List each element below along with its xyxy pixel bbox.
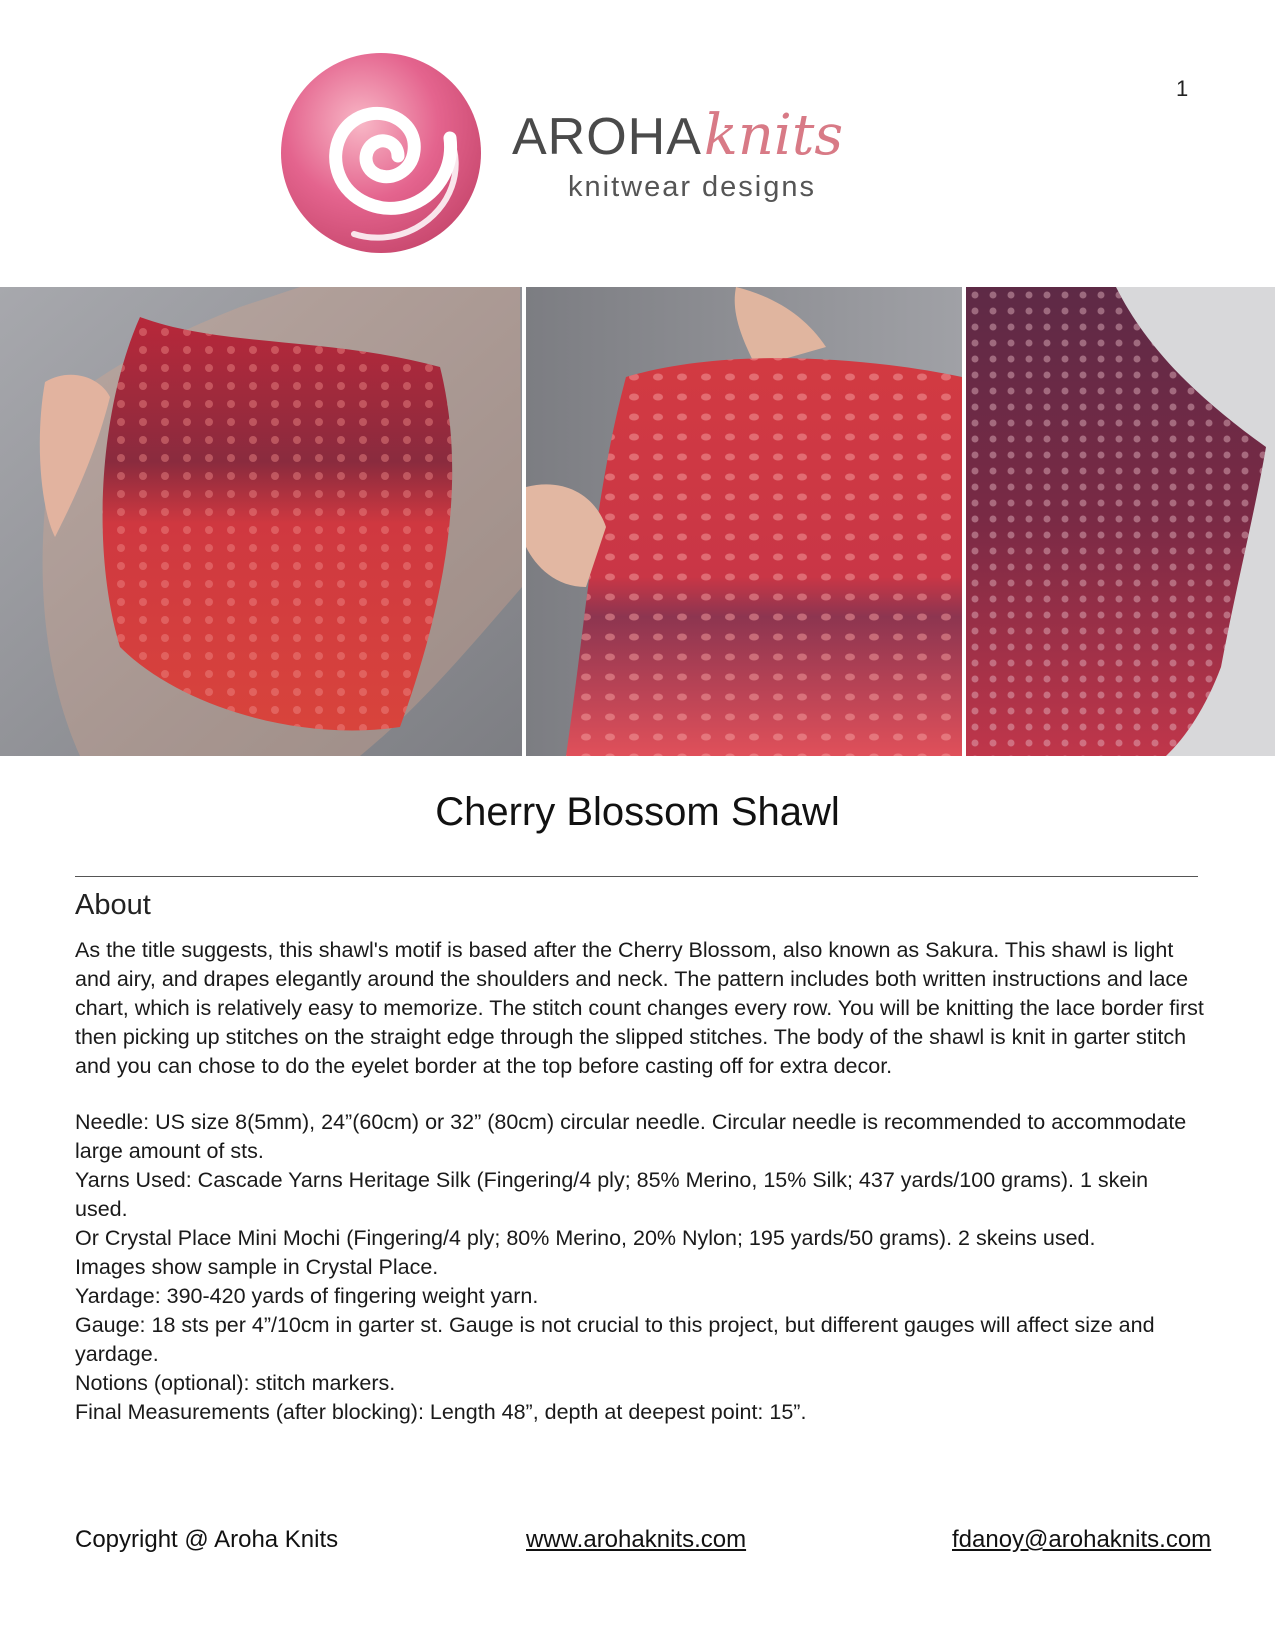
detail-notions: Notions (optional): stitch markers. [75,1371,396,1395]
swirl-logo-icon [276,48,486,258]
detail-gauge: Gauge: 18 sts per 4”/10cm in garter st. Gauge is not crucial to this project, but different gauges will affect size and yardage. [75,1313,1155,1366]
shawl-photo-back [0,287,522,756]
detail-yarn-alternative: Or Crystal Place Mini Mochi (Fingering/4 ply; 80% Merino, 20% Nylon; 195 yards/50 grams). 2 skeins used. [75,1226,1096,1250]
detail-sample-note: Images show sample in Crystal Place. [75,1255,439,1279]
shawl-photo-side [966,287,1275,756]
shawl-photo-icon [0,287,522,756]
footer-website-link[interactable]: www.arohaknits.com [526,1526,747,1553]
brand-name [512,103,844,168]
section-divider [75,876,1198,877]
shawl-photo-front [526,287,962,756]
shawl-photo-icon [526,287,962,756]
brand-name-strong: AROHA [512,108,702,166]
brand-name-script: knits [703,103,844,168]
footer-email-link[interactable]: fdanoy@arohaknits.com [952,1526,1212,1553]
brand-tagline: knitwear designs [568,171,816,203]
detail-yarn-primary: Yarns Used: Cascade Yarns Heritage Silk (Fingering/4 ply; 85% Merino, 15% Silk; 437 yards/100 grams). 1 skein used. [75,1168,1149,1221]
shawl-photo-icon [966,287,1275,756]
about-heading: About [75,889,151,921]
pattern-details-list [75,1108,1205,1427]
detail-measurements: Final Measurements (after blocking): Length 48”, depth at deepest point: 15”. [75,1400,807,1424]
detail-needle: Needle: US size 8(5mm), 24”(60cm) or 32” (80cm) circular needle. Circular needle is recommended to accommodate large amount of sts. [75,1110,1187,1163]
page-number: 1 [1176,76,1189,101]
footer-copyright: Copyright @ Aroha Knits [75,1526,339,1553]
page-title: Cherry Blossom Shawl [435,790,840,834]
detail-yardage: Yardage: 390-420 yards of fingering weight yarn. [75,1284,539,1308]
about-text: As the title suggests, this shawl's motif is based after the Cherry Blossom, also known as Sakura. This shawl is light and airy, and drapes elegantly around the shoulders and neck. The pattern includes both written instructions and lace chart, which is relatively easy to memorize. The stitch count changes every row. You will be knitting the lace border first then picking up stitches on the straight edge through the slipped stitches. The body of the shawl is knit in garter stitch and you can chose to do the eyelet border at the top before casting off for extra decor. [75,938,1204,1078]
